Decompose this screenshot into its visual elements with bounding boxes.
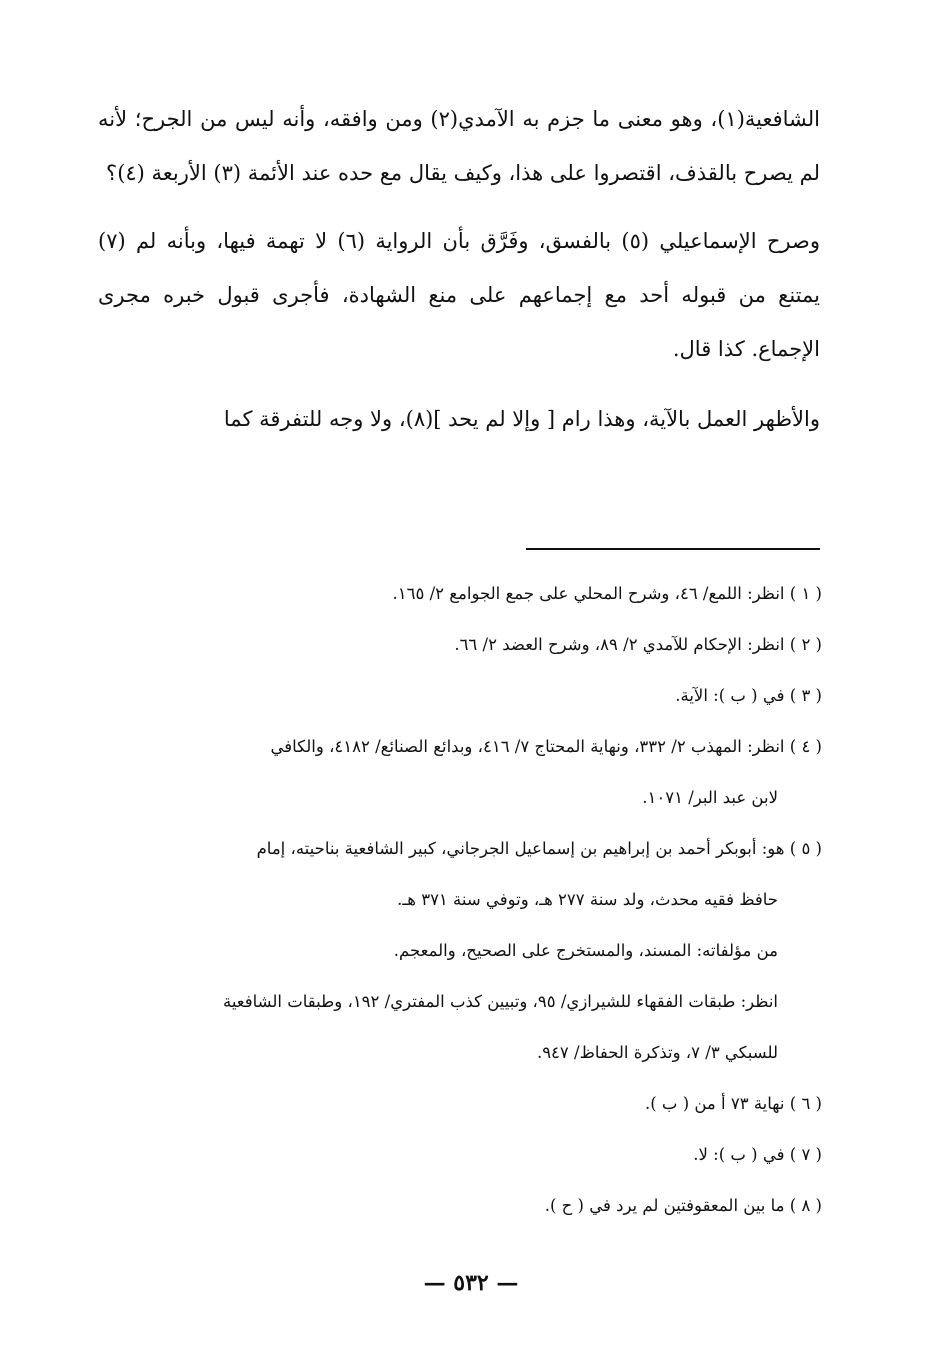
paragraph-2: وصرح الإسماعيلي (٥) بالفسق، وفَرَّق بأن الرواية (٦) لا تهمة فيها، وبأنه لم (٧) يمتنع من قبوله أحد مع إجماعهم على منع الشهادة، فأجرى قبول خبره مجرى الإجماع. كذا قال. xyxy=(98,229,820,361)
footnote-5-line-4: انظر: طبقات الفقهاء للشيرازي/ ٩٥، وتبيين كذب المفتري/ ١٩٢، وطبقات الشافعية xyxy=(222,992,778,1011)
footnote-3: ( ٣ ) في ( ب ): الآية. xyxy=(675,686,822,705)
paragraph-1: الشافعية(١)، وهو معنى ما جزم به الآمدي(٢) ومن وافقه، وأنه ليس من الجرح؛ لأنه لم يصرح بالقذف، اقتصروا على هذا، وكيف يقال مع حده عند الأئمة (٣) الأربعة (٤)؟ xyxy=(98,107,821,185)
footnote-2: ( ٢ ) انظر: الإحكام للآمدي ٢/ ٨٩، وشرح العضد ٢/ ٦٦. xyxy=(454,635,822,654)
footnote-8: ( ٨ ) ما بين المعقوفتين لم يرد في ( ح ). xyxy=(544,1196,822,1215)
footnote-4: ( ٤ ) انظر: المهذب ٢/ ٣٣٢، ونهاية المحتاج ٧/ ٤١٦، وبدائع الصنائع/ ٤١٨٢، والكافي xyxy=(270,737,822,756)
page-number: — ٥٣٢ — xyxy=(423,1270,519,1296)
footnote-1: ( ١ ) انظر: اللمع/ ٤٦، وشرح المحلي على جمع الجوامع ٢/ ١٦٥. xyxy=(392,584,822,603)
footnote-5-line-5: للسبكي ٣/ ٧، وتذكرة الحفاظ/ ٩٤٧. xyxy=(536,1043,778,1062)
footnote-divider xyxy=(526,548,820,550)
footnote-5-line-2: حافظ فقيه محدث، ولد سنة ٢٧٧ هـ، وتوفي سنة ٣٧١ هـ. xyxy=(397,890,778,909)
footnotes xyxy=(92,568,822,1231)
footnote-6: ( ٦ ) نهاية ٧٣ أ من ( ب ). xyxy=(644,1094,822,1113)
footnote-5-line-3: من مؤلفاته: المسند، والمستخرج على الصحيح، والمعجم. xyxy=(393,941,778,960)
paragraph-3: والأظهر العمل بالآية، وهذا رام [ وإلا لم يحد ](٨)، ولا وجه للتفرقة كما xyxy=(223,407,820,431)
main-text xyxy=(98,92,820,462)
footnote-7: ( ٧ ) في ( ب ): لا. xyxy=(693,1145,822,1164)
footnote-4-continued: لابن عبد البر/ ١٠٧١. xyxy=(642,788,778,807)
footnote-5: ( ٥ ) هو: أبوبكر أحمد بن إبراهيم بن إسماعيل الجرجاني، كبير الشافعية بناحيته، إمام xyxy=(256,839,822,858)
